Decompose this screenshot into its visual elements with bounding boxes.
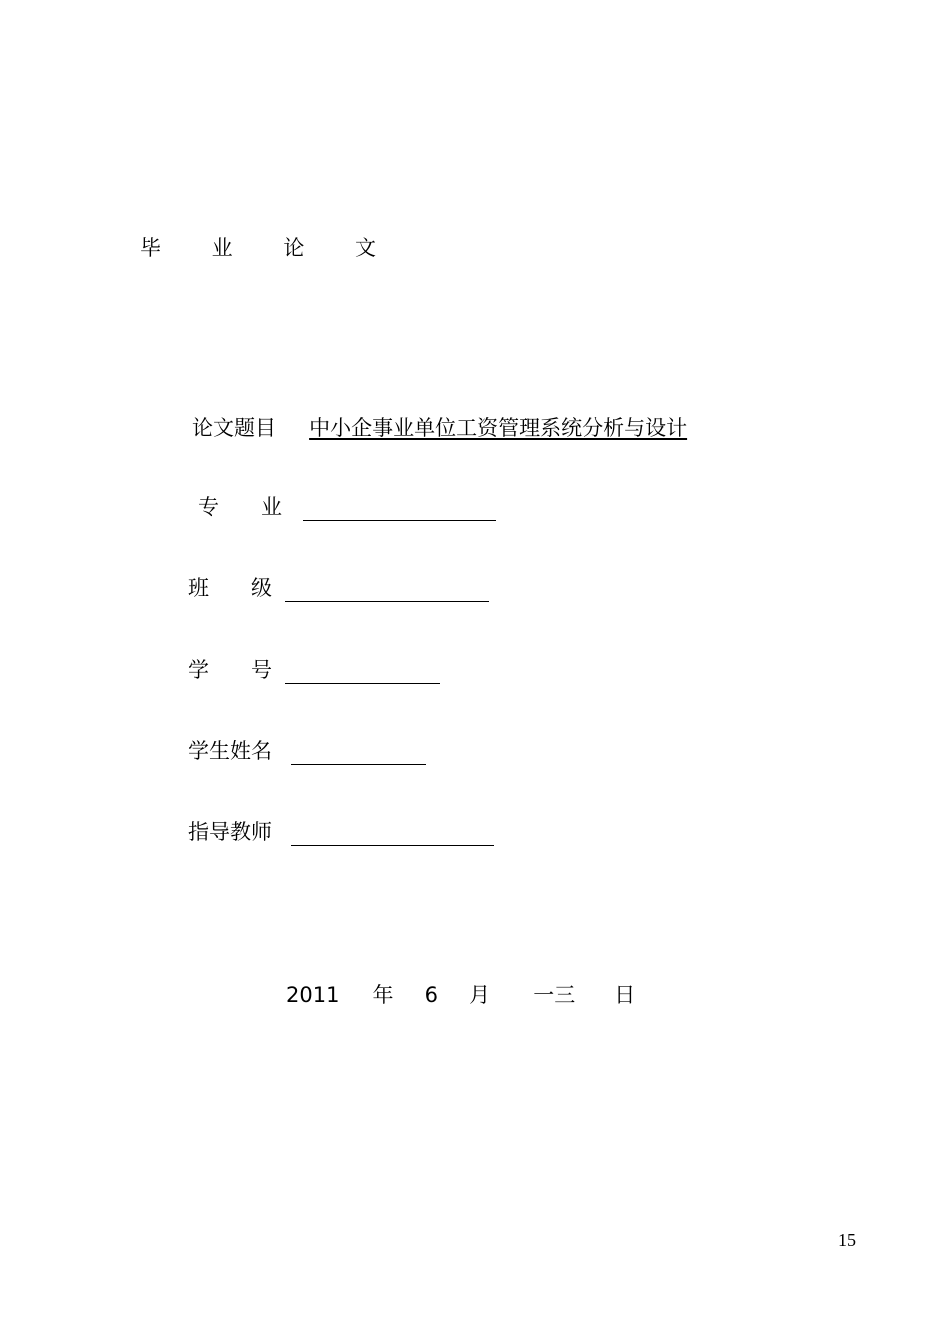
date-year-unit: 年 — [372, 983, 394, 1007]
title-row — [192, 412, 687, 442]
major-blank-line — [303, 519, 496, 521]
student-id-label: 学 号 — [188, 658, 272, 682]
student-name-label: 学生姓名 — [188, 739, 272, 763]
date-day-unit: 日 — [614, 983, 636, 1007]
class-blank-line — [285, 600, 489, 602]
advisor-label: 指导教师 — [188, 820, 272, 844]
advisor-row — [188, 816, 494, 846]
date-month-unit: 月 — [469, 983, 491, 1007]
title-value: 中小企事业单位工资管理系统分析与设计 — [309, 416, 688, 440]
student-name-blank-line — [291, 763, 426, 765]
advisor-blank-line — [291, 844, 494, 846]
document-heading: 毕 业 论 文 — [140, 236, 399, 260]
major-row — [198, 491, 496, 521]
class-label: 班 级 — [188, 576, 272, 600]
student-id-row — [188, 654, 440, 684]
date-day: 一三 — [533, 983, 576, 1007]
class-row — [188, 572, 489, 602]
page-number: 15 — [838, 1230, 856, 1250]
date-month: 6 — [424, 983, 439, 1007]
student-name-row — [188, 735, 426, 765]
major-label: 专 业 — [198, 495, 282, 519]
student-id-blank-line — [285, 682, 440, 684]
date-row — [286, 979, 635, 1009]
date-year: 2011 — [286, 983, 340, 1007]
title-label: 论文题目 — [192, 416, 276, 440]
